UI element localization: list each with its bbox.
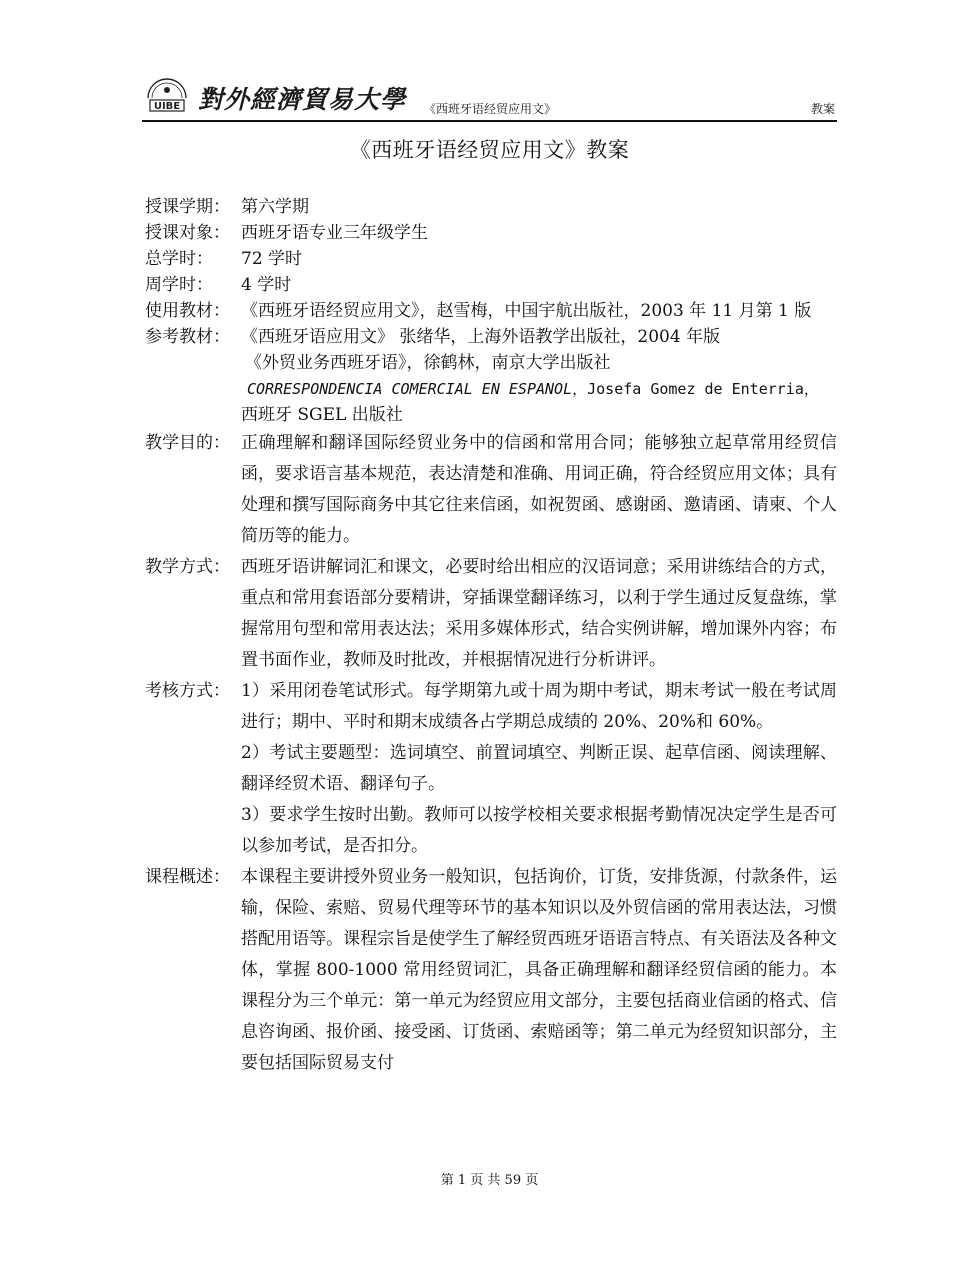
overview-value: 本课程主要讲授外贸业务一般知识，包括询价，订货，安排货源，付款条件，运输，保险、索赔、贸易代理等环节的基本知识以及外贸信函的常用表达法，习惯搭配用语等。课程宗旨是使学生了解经贸西班牙语语言特点、有关语法及各种文体，掌握 800-1000 常用经贸词汇，具备正确理解和翻译经贸信函的能力。本课程分为三个单元：第一单元为经贸应用文部分，主要包括商业信函的格式、信息咨询函、报价函、接受函、订货函、索赔函等；第二单元为经贸知识部分，主要包括国际贸易支付 <box>241 867 837 1073</box>
semester-label: 授课学期： <box>145 197 230 217</box>
total-hours-label: 总学时： <box>145 249 213 269</box>
reference-label: 参考教材： <box>145 327 230 347</box>
reference-item-3-title: CORRESPONDENCIA COMERCIAL EN ESPANOL <box>247 380 573 398</box>
assessment-row <box>145 676 837 862</box>
audience-row <box>145 220 837 246</box>
university-logo-icon <box>142 76 192 116</box>
weekly-hours-row <box>145 272 837 298</box>
assessment-item-2: 2）考试主要题型：选词填空、前置词填空、判断正误、起草信函、阅读理解、翻译经贸术语、翻译句子。 <box>241 743 837 794</box>
reference-item-2: 《外贸业务西班牙语》，徐鹤林，南京大学出版社 <box>245 353 611 373</box>
reference-list <box>241 324 837 428</box>
method-value: 西班牙语讲解词汇和课文，必要时给出相应的汉语词意；采用讲练结合的方式，重点和常用套语部分要精讲，穿插课堂翻译练习，以利于学生通过反复盘练，掌握常用句型和常用表达法；采用多媒体形式，结合实例讲解，增加课外内容；布置书面作业，教师及时批改，并根据情况进行分析讲评。 <box>241 557 837 670</box>
reference-item-3-publisher: 西班牙 SGEL 出版社 <box>241 405 403 425</box>
goal-label: 教学目的： <box>145 433 230 453</box>
header-doc-name: 《西班牙语经贸应用文》 <box>424 102 557 116</box>
total-hours-value: 72 学时 <box>241 249 303 269</box>
goal-row <box>145 428 837 552</box>
goal-value: 正确理解和翻译国际经贸业务中的信函和常用合同；能够独立起草常用经贸信函，要求语言基本规范，表达清楚和准确、用词正确，符合经贸应用文体；具有处理和撰写国际商务中其它往来信函，如祝贺函、感谢函、邀请函、请柬、个人简历等的能力。 <box>241 433 837 546</box>
assessment-list <box>241 676 837 862</box>
reference-row <box>145 324 837 428</box>
reference-item-1: 《西班牙语应用文》 张绪华，上海外语教学出版社，2004 年版 <box>241 327 721 347</box>
logo-caption: UIBE <box>153 101 181 112</box>
audience-label: 授课对象： <box>145 223 230 243</box>
textbook-label: 使用教材： <box>145 301 230 321</box>
overview-row <box>145 862 837 1079</box>
total-hours-row <box>145 246 837 272</box>
reference-item-3 <box>241 376 837 402</box>
page-title: 《西班牙语经贸应用文》教案 <box>349 138 630 162</box>
header-doc-type: 教案 <box>810 102 835 116</box>
textbook-value: 《西班牙语经贸应用文》，赵雪梅，中国宇航出版社，2003 年 11 月第 1 版 <box>241 301 812 321</box>
assessment-item-3: 3）要求学生按时出勤。教师可以按学校相关要求根据考勤情况决定学生是否可以参加考试，是否扣分。 <box>241 805 837 856</box>
document-body <box>145 194 837 1079</box>
assessment-label: 考核方式： <box>145 681 230 701</box>
semester-value: 第六学期 <box>241 197 309 217</box>
overview-label: 课程概述： <box>145 867 230 887</box>
page-header <box>142 70 837 122</box>
method-row <box>145 552 837 676</box>
method-label: 教学方式： <box>145 557 230 577</box>
page-footer: 第 1 页 共 59 页 <box>440 1173 539 1188</box>
textbook-row <box>145 298 837 324</box>
header-divider <box>142 120 837 122</box>
audience-value: 西班牙语专业三年级学生 <box>241 223 428 243</box>
semester-row <box>145 194 837 220</box>
weekly-hours-value: 4 学时 <box>241 275 292 295</box>
weekly-hours-label: 周学时： <box>145 275 213 295</box>
university-name: 對外經濟貿易大學 <box>198 85 407 114</box>
assessment-item-1: 1）采用闭卷笔试形式。每学期第九或十周为期中考试，期末考试一般在考试周进行；期中、平时和期末成绩各占学期总成绩的 20%、20%和 60%。 <box>241 681 837 732</box>
reference-item-3-rest: ，Josefa Gomez de Enterria， <box>572 380 819 398</box>
